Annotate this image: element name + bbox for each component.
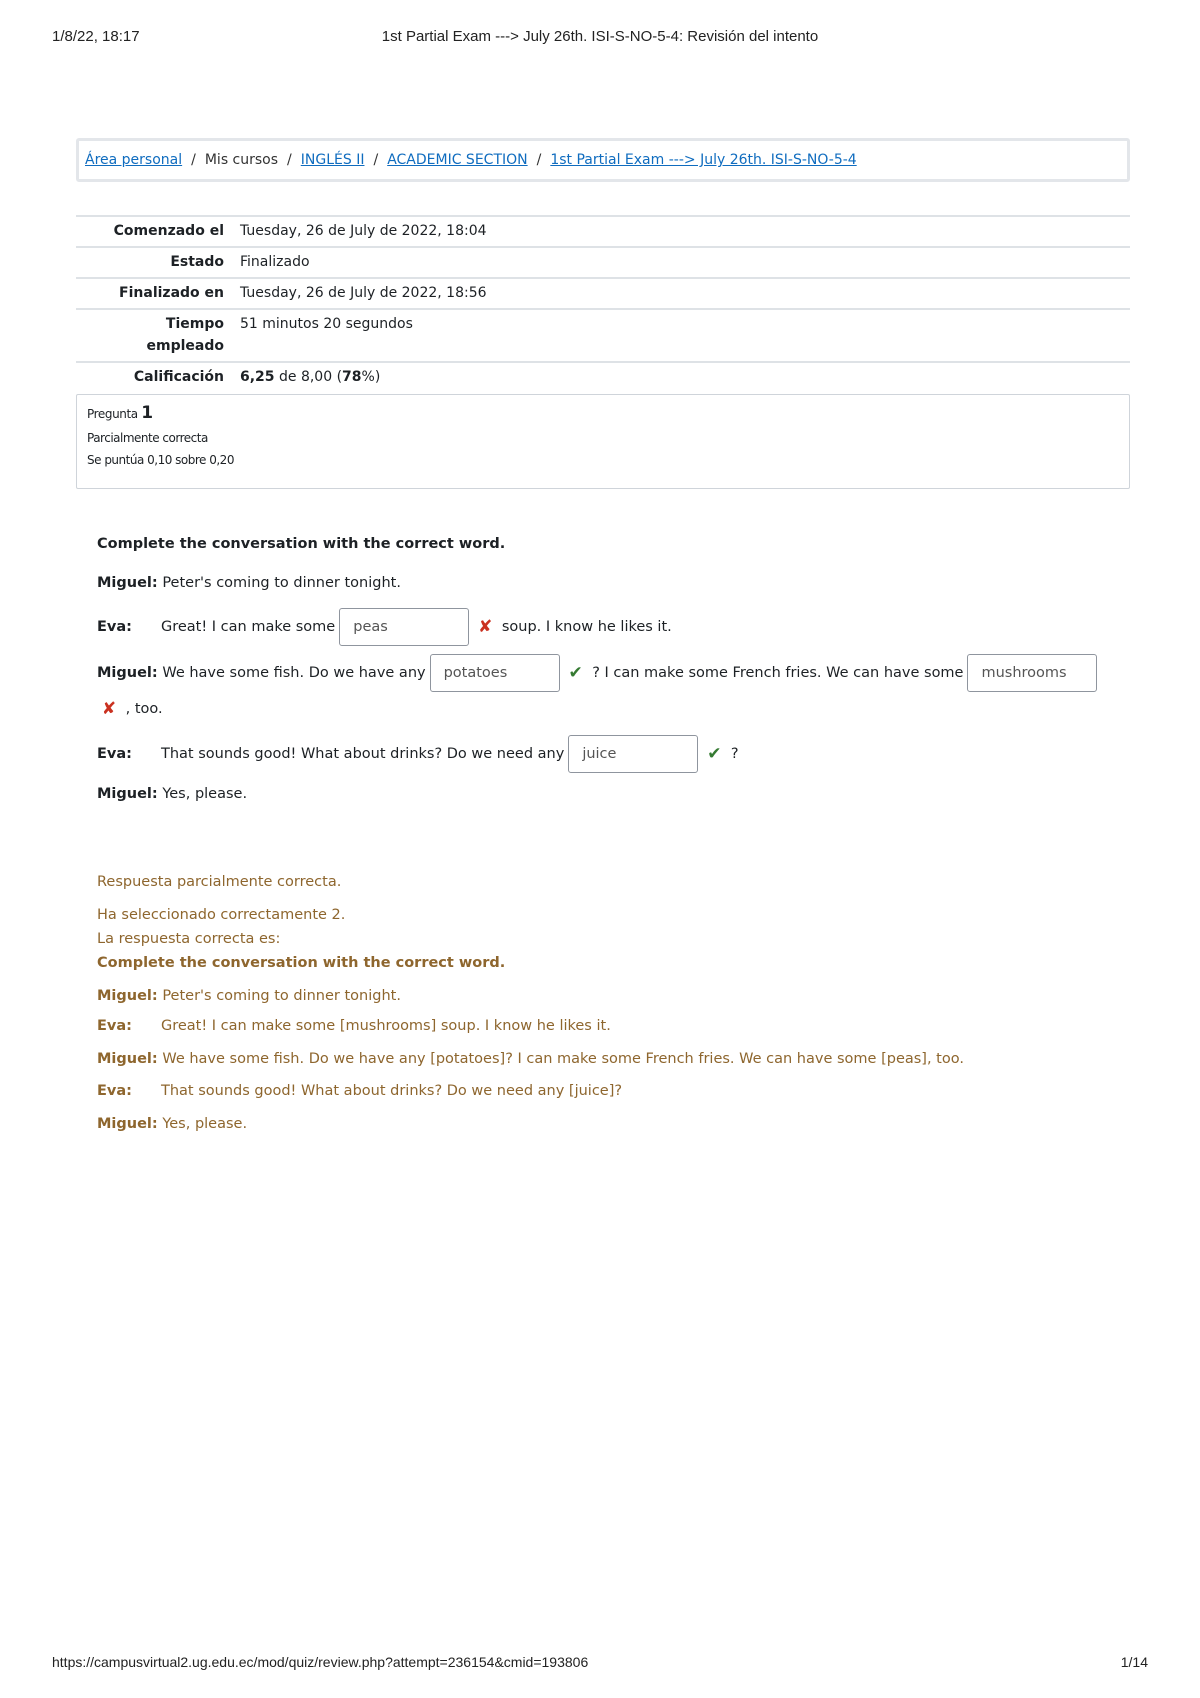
answer-field-potatoes[interactable]: potatoes	[430, 654, 560, 692]
feedback-status: Respuesta parcialmente correcta.	[97, 874, 342, 890]
print-footer	[52, 1654, 1148, 1674]
dialogue-line-1	[97, 575, 401, 591]
breadcrumb-academic-section[interactable]: ACADEMIC SECTION	[387, 152, 528, 168]
state-value: Finalizado	[232, 247, 1130, 278]
line-text-middle: ? I can make some French fries. We can have some	[592, 665, 964, 681]
breadcrumb-separator: /	[191, 152, 196, 168]
summary-row-grade	[76, 362, 1130, 392]
feedback-line-text: Peter's coming to dinner tonight.	[162, 988, 401, 1004]
grade-value	[232, 362, 1130, 392]
grade-score: 6,25	[240, 369, 275, 385]
time-label	[76, 309, 232, 362]
speaker-miguel: Miguel:	[97, 665, 158, 681]
feedback-line-4	[97, 1083, 622, 1099]
instruction	[97, 536, 505, 552]
breadcrumb-ingles-ii[interactable]: INGLÉS II	[300, 152, 365, 168]
finished-value: Tuesday, 26 de July de 2022, 18:56	[232, 278, 1130, 309]
started-value: Tuesday, 26 de July de 2022, 18:04	[232, 216, 1130, 247]
question-state: Parcialmente correcta	[87, 431, 208, 445]
speaker-eva: Eva:	[97, 1018, 132, 1034]
time-label-line1: Tiempo	[165, 316, 224, 332]
speaker-eva: Eva:	[97, 1083, 132, 1099]
print-header	[52, 28, 1148, 48]
feedback-instruction	[97, 955, 505, 971]
started-label: Comenzado el	[76, 216, 232, 247]
feedback-correct-intro: La respuesta correcta es:	[97, 931, 281, 947]
speaker-miguel: Miguel:	[97, 1051, 158, 1067]
speaker-miguel: Miguel:	[97, 988, 158, 1004]
breadcrumb-exam[interactable]: 1st Partial Exam ---> July 26th. ISI-S-NO-5-4	[550, 152, 857, 168]
speaker-miguel: Miguel:	[97, 1116, 158, 1132]
line-text: Yes, please.	[162, 786, 248, 802]
summary-row-finished	[76, 278, 1130, 309]
dialogue-line-3	[97, 653, 1101, 693]
instruction-text: Complete the conversation with the correct word.	[97, 536, 506, 552]
summary-row-time	[76, 309, 1130, 362]
feedback-line-text: That sounds good! What about drinks? Do we need any [juice]?	[161, 1083, 623, 1099]
breadcrumb-mis-cursos: Mis cursos	[204, 152, 279, 168]
speaker-eva: Eva:	[97, 746, 132, 762]
speaker-eva: Eva:	[97, 619, 132, 635]
line-text-after: soup. I know he likes it.	[501, 619, 672, 635]
question-number-value: 1	[141, 403, 154, 423]
grade-close: %)	[361, 369, 381, 385]
grade-percent: 78	[342, 369, 362, 385]
print-title: 1st Partial Exam ---> July 26th. ISI-S-NO-5-4: Revisión del intento	[381, 28, 819, 45]
grade-label: Calificación	[76, 362, 232, 392]
feedback-instruction-text: Complete the conversation with the correct word.	[97, 955, 506, 971]
print-date: 1/8/22, 18:17	[52, 28, 140, 45]
line-text: Peter's coming to dinner tonight.	[162, 575, 401, 591]
line-text-after: ?	[730, 746, 739, 762]
incorrect-icon: ✘	[478, 617, 493, 637]
line-text-before: That sounds good! What about drinks? Do we need any	[161, 746, 565, 762]
speaker-miguel: Miguel:	[97, 786, 158, 802]
finished-label: Finalizado en	[76, 278, 232, 309]
feedback-line-text: Yes, please.	[162, 1116, 248, 1132]
dialogue-line-4	[97, 734, 739, 774]
incorrect-icon: ✘	[101, 699, 117, 719]
dialogue-line-3-cont	[97, 699, 163, 719]
correct-icon: ✔	[707, 744, 722, 764]
answer-field-peas[interactable]: peas	[339, 608, 469, 646]
question-number	[87, 403, 1119, 423]
feedback-line-1	[97, 988, 401, 1004]
breadcrumb-separator: /	[536, 152, 542, 168]
grade-rest: de 8,00 (	[279, 369, 343, 385]
breadcrumb-area-personal[interactable]: Área personal	[85, 152, 183, 168]
correct-icon: ✔	[568, 663, 583, 683]
breadcrumb-separator: /	[287, 152, 292, 168]
feedback-line-text: Great! I can make some [mushrooms] soup. I know he likes it.	[161, 1018, 611, 1034]
answer-field-juice[interactable]: juice	[568, 735, 698, 773]
line-text-before: Great! I can make some	[161, 619, 336, 635]
question-prefix: Pregunta	[87, 407, 138, 421]
time-label-line2: empleado	[146, 338, 224, 354]
summary-row-started	[76, 216, 1130, 247]
speaker-miguel: Miguel:	[97, 575, 158, 591]
feedback-line-text: We have some fish. Do we have any [potatoes]? I can make some French fries. We can have some [peas], too.	[162, 1051, 964, 1067]
dialogue-line-2	[97, 607, 672, 647]
answer-field-mushrooms[interactable]: mushrooms	[967, 654, 1097, 692]
question-grade: Se puntúa 0,10 sobre 0,20	[87, 453, 234, 467]
line-text-after: , too.	[125, 701, 163, 717]
feedback-line-3	[97, 1051, 964, 1067]
breadcrumb	[76, 138, 1130, 182]
attempt-summary-table	[76, 215, 1130, 392]
summary-row-state	[76, 247, 1130, 278]
feedback-line-5	[97, 1116, 247, 1132]
print-page-number: 1/14	[1120, 1654, 1148, 1670]
feedback-line-2	[97, 1018, 611, 1034]
time-value: 51 minutos 20 segundos	[232, 309, 1130, 362]
print-url: https://campusvirtual2.ug.edu.ec/mod/quiz/review.php?attempt=236154&cmid=193806	[52, 1654, 589, 1670]
line-text-before: We have some fish. Do we have any	[162, 665, 426, 681]
question-info-box	[76, 394, 1130, 489]
breadcrumb-separator: /	[373, 152, 379, 168]
dialogue-line-5	[97, 786, 247, 802]
state-label: Estado	[76, 247, 232, 278]
feedback-selected: Ha seleccionado correctamente 2.	[97, 907, 346, 923]
